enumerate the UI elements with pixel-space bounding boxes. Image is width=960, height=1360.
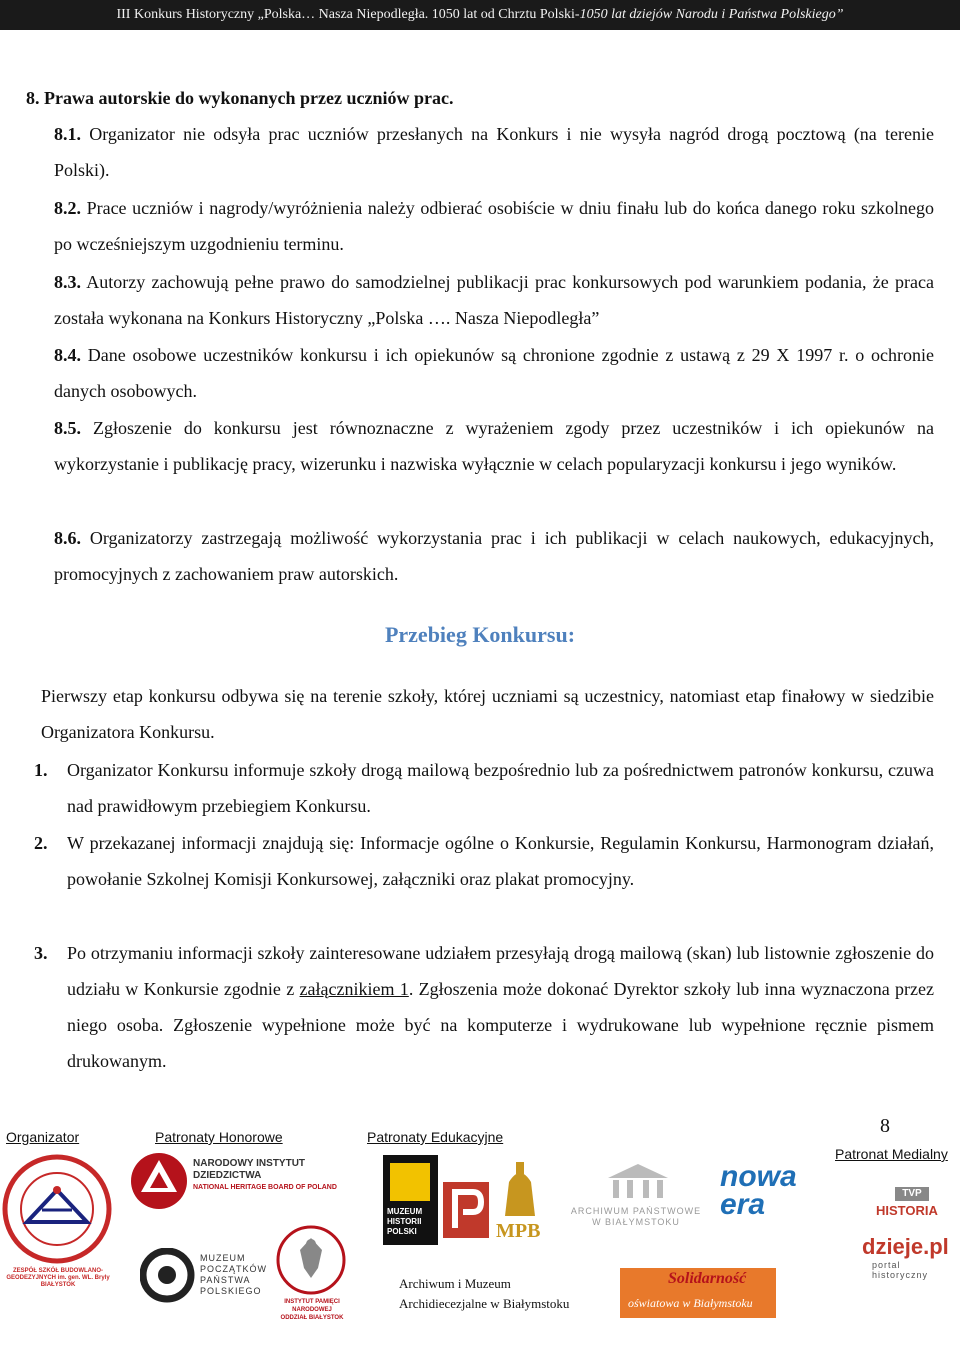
ipn-line: ODDZIAŁ BIAŁYSTOK (280, 1315, 344, 1321)
school-seal-text: ZESPÓŁ SZKÓŁ BUDOWLANO-GEODEZYJNYCH im. gen. WL. Bryly BIAŁYSTOK (6, 1268, 110, 1288)
paragraph-8-5 (54, 410, 934, 482)
mhp-line: POLSKI (387, 1227, 417, 1236)
mhp-line: HISTORII (387, 1217, 422, 1226)
school-seal-logo (2, 1150, 112, 1268)
ipn-line: NARODOWEJ (292, 1307, 332, 1313)
mpp-emblem-icon (140, 1248, 195, 1303)
solidarnosc-name: Solidarność (668, 1270, 747, 1287)
paragraph-8-2 (54, 190, 934, 262)
mpp-line: PAŃSTWA (200, 1275, 251, 1285)
paragraph-number: 8.5. (54, 418, 81, 438)
archiwum-text (566, 1206, 706, 1228)
nowa-era-logo (720, 1160, 797, 1221)
list-item-text: Po otrzymaniu informacji szkoły zainteresowane udziałem przesyłają drogą mailową (skan) lub listownie zgłoszenie do udziału w Konkursie zgodnie z (67, 943, 934, 999)
archiwum-muzeum-line: Archiwum i Muzeum (399, 1276, 511, 1291)
dzieje-subtitle: portal historyczny (872, 1260, 929, 1280)
archiwum-muzeum-text (399, 1274, 569, 1314)
page-number: 8 (880, 1115, 890, 1137)
mhp-mark-icon (390, 1163, 430, 1201)
paragraph-8-6 (54, 520, 934, 592)
mhp-text (387, 1207, 422, 1237)
paragraph-text: Organizator nie odsyła prac uczniów przesłanych na Konkurs i nie wysyła nagród drogą pocztową (na terenie Polski). (54, 124, 934, 180)
list-item-1: Organizator Konkursu informuje szkoły drogą mailową bezpośrednio lub za pośrednictwem patronów konkursu, czuwa nad prawidłowym przebiegiem Konkursu. (67, 760, 934, 816)
paragraph-number: 8.6. (54, 528, 81, 548)
paragraph-number: 8.3. (54, 272, 81, 292)
label-patronaty-honorowe: Patronaty Honorowe (155, 1129, 283, 1145)
mpb-emblem-icon (497, 1160, 543, 1222)
nid-text (193, 1158, 337, 1194)
mpp-line: MUZEUM (200, 1253, 246, 1263)
red-p-emblem-icon (441, 1180, 491, 1240)
list-number: 1. (34, 760, 48, 780)
page-header (0, 0, 960, 30)
archiwum-muzeum-line: Archidiecezjalne w Białymstoku (399, 1296, 570, 1311)
mpp-line: POCZĄTKÓW (200, 1264, 267, 1274)
archiwum-building-icon (603, 1160, 673, 1202)
label-organizator: Organizator (6, 1129, 80, 1145)
list-number: 2. (34, 833, 48, 853)
paragraph-text: Prace uczniów i nagrody/wyróżnienia należy odbierać osobiście w dniu finału lub do końca danego roku szkolnego po wcześniejszym uzgodnieniu terminu. (54, 198, 934, 254)
nid-emblem-icon (128, 1150, 190, 1212)
paragraph-text: Autorzy zachowują pełne prawo do samodzielnej publikacji prac konkursowych pod warunkiem podania, że praca została wykonana na Konkurs Historyczny „Polska …. Nasza Niepodległa” (54, 272, 934, 328)
archiwum-line: W BIAŁYMSTOKU (592, 1217, 680, 1227)
nid-line: NATIONAL HERITAGE BOARD OF POLAND (193, 1184, 337, 1191)
paragraph-8-4 (54, 337, 934, 409)
header-title-italic: 1050 lat dziejów Narodu i Państwa Polskiego” (579, 7, 844, 22)
solidarnosc-logo (620, 1268, 776, 1318)
paragraph-number: 8.4. (54, 345, 81, 365)
przebieg-title: Przebieg Konkursu: (384, 622, 576, 647)
list-item-3 (67, 935, 934, 1079)
paragraph-text: Dane osobowe uczestników konkursu i ich opiekunów są chronione zgodnie z ustawą z 29 X 1997 r. o ochronie danych osobowych. (54, 345, 934, 401)
nid-line: DZIEDZICTWA (193, 1170, 262, 1181)
paragraph-8-3 (54, 264, 934, 336)
mhp-logo (383, 1155, 438, 1245)
list-number: 3. (34, 943, 48, 963)
mpb-text: MPB (496, 1220, 541, 1242)
paragraph-text: Zgłoszenie do konkursu jest równoznaczne z wyrażeniem zgody przez uczestników i ich opiekunów na wykorzystanie i publikację pracy, wizerunku i nazwiska wyłącznie w celach popularyzacji konkursu i jego wyników. (54, 418, 934, 474)
attachment-link[interactable]: załącznikiem 1 (299, 979, 409, 999)
section-8-title: 8. Prawa autorskie do wykonanych przez uczniów prac. (26, 88, 454, 108)
dzieje-logo: dzieje.pl (862, 1234, 949, 1259)
tvp-historia-text: HISTORIA (876, 1203, 938, 1218)
list-item-text: . Zgłoszenia może dokonać Dyrektor szkoły lub inna wyznaczona przez niego osoba. Zgłoszenie wypełnione może być na komputerze i wydrukowane lub wypełnione ręcznie pismem drukowanym. (67, 979, 934, 1071)
paragraph-number: 8.1. (54, 124, 81, 144)
ipn-line: INSTYTUT PAMIĘCI (284, 1299, 340, 1305)
paragraph-8-1 (54, 116, 934, 188)
header-title: III Konkurs Historyczny „Polska… Nasza Niepodległa. 1050 lat od Chrztu Polski- (116, 7, 580, 22)
paragraph-text: Organizatorzy zastrzegają możliwość wykorzystania prac i ich publikacji w celach naukowych, edukacyjnych, promocyjnych z zachowaniem praw autorskich. (54, 528, 934, 584)
mhp-line: MUZEUM (387, 1207, 423, 1216)
tvp-text: TVP (902, 1188, 922, 1199)
mpp-text (200, 1253, 267, 1297)
archiwum-line: ARCHIWUM PAŃSTWOWE (570, 1206, 702, 1216)
nid-line: NARODOWY INSTYTUT (193, 1158, 306, 1169)
paragraph-number: 8.2. (54, 198, 81, 218)
ipn-text (266, 1298, 358, 1322)
mpp-line: POLSKIEGO (200, 1286, 262, 1296)
label-patronaty-edukacyjne: Patronaty Edukacyjne (367, 1129, 504, 1145)
solidarnosc-subtitle: oświatowa w Białymstoku (628, 1296, 753, 1310)
label-patronat-medialny: Patronat Medialny (835, 1146, 948, 1162)
nowa-era-line: nowa (720, 1160, 797, 1193)
nowa-era-line: era (720, 1188, 766, 1221)
tvp-logo (895, 1187, 929, 1201)
ipn-emblem-icon (270, 1224, 352, 1296)
list-item-2: W przekazanej informacji znajdują się: Informacje ogólne o Konkursie, Regulamin Konkursu, Harmonogram działań, powołanie Szkolnej Komisji Konkursowej, załączniki oraz plakat promocyjny. (67, 833, 934, 889)
przebieg-intro: Pierwszy etap konkursu odbywa się na terenie szkoły, której uczniami są uczestnicy, natomiast etap finałowy w siedzibie Organizatora Konkursu. (41, 686, 934, 742)
